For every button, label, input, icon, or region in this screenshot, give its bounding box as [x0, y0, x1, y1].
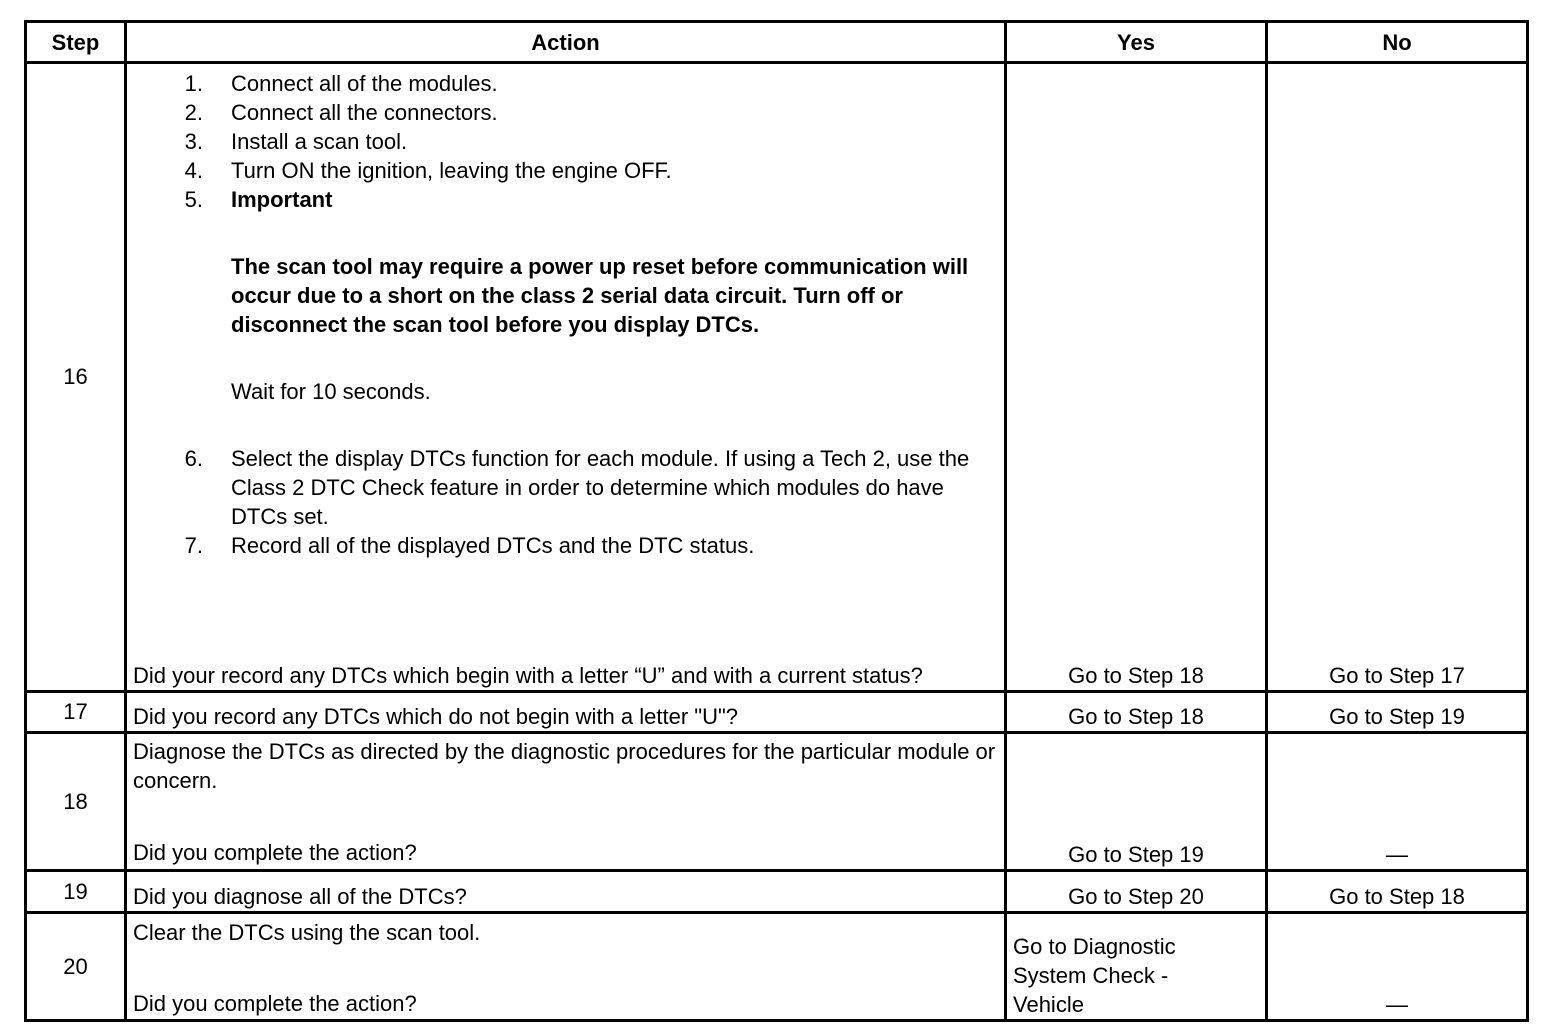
step-number: 18 [26, 732, 126, 871]
table-row [26, 732, 1528, 871]
list-item: 2. Connect all the connectors. [184, 100, 498, 126]
list-item: 5. Important [184, 187, 333, 213]
no-result: — [1267, 732, 1528, 871]
list-item: 7. Record all of the displayed DTCs and the DTC status. [184, 533, 755, 559]
no-result: Go to Step 19 [1267, 691, 1528, 732]
list-item: 3. Install a scan tool. [184, 129, 408, 155]
question-text: Did you record any DTCs which do not begin with a letter "U"? [126, 691, 1006, 732]
yes-result: Go to Step 20 [1006, 871, 1267, 912]
no-result: Go to Step 17 [1267, 63, 1528, 692]
step-number: 19 [26, 871, 126, 912]
header-step: Step [26, 22, 126, 63]
action-cell [126, 912, 1006, 1020]
table-row [26, 871, 1528, 912]
table-row [26, 691, 1528, 732]
list-item: 4. Turn ON the ignition, leaving the engine OFF. [184, 158, 672, 184]
action-cell [126, 732, 1006, 871]
yes-result: Go to Step 19 [1006, 732, 1267, 871]
action-steps [133, 69, 998, 560]
list-item: 6. Select the display DTCs function for each module. If using a Tech 2, use the Class 2 DTC Check feature in order to determine which modules do have DTCs set. [184, 446, 970, 530]
action-text: Diagnose the DTCs as directed by the diagnostic procedures for the particular module or concern. [133, 738, 996, 793]
table-row [26, 912, 1528, 1020]
table-row [26, 63, 1528, 692]
header-action: Action [126, 22, 1006, 63]
header-no: No [1267, 22, 1528, 63]
yes-result: Go to Step 18 [1006, 691, 1267, 732]
question-text: Did you complete the action? [133, 990, 417, 1016]
important-note: The scan tool may require a power up reset before communication will occur due to a short on the class 2 serial data circuit. Turn off or disconnect the scan tool before you display DTCs. [231, 254, 969, 338]
question-text: Did you diagnose all of the DTCs? [126, 871, 1006, 912]
header-row [26, 22, 1528, 63]
wait-note: Wait for 10 seconds. [231, 379, 431, 405]
header-yes: Yes [1006, 22, 1267, 63]
no-result: Go to Step 18 [1267, 871, 1528, 912]
no-result: — [1267, 912, 1528, 1020]
question-text: Did you complete the action? [133, 839, 417, 865]
step-number: 20 [26, 912, 126, 1020]
action-text: Clear the DTCs using the scan tool. [133, 919, 481, 945]
yes-result: Go to Step 18 [1006, 63, 1267, 692]
yes-result: Go to Diagnostic System Check - Vehicle [1006, 912, 1267, 1020]
action-cell [126, 63, 1006, 692]
step-number: 17 [26, 691, 126, 732]
question-text: Did your record any DTCs which begin with a letter “U” and with a current status? [133, 662, 923, 688]
diagnostic-table [24, 20, 1529, 1022]
list-item: 1. Connect all of the modules. [184, 71, 498, 97]
step-number: 16 [26, 63, 126, 692]
